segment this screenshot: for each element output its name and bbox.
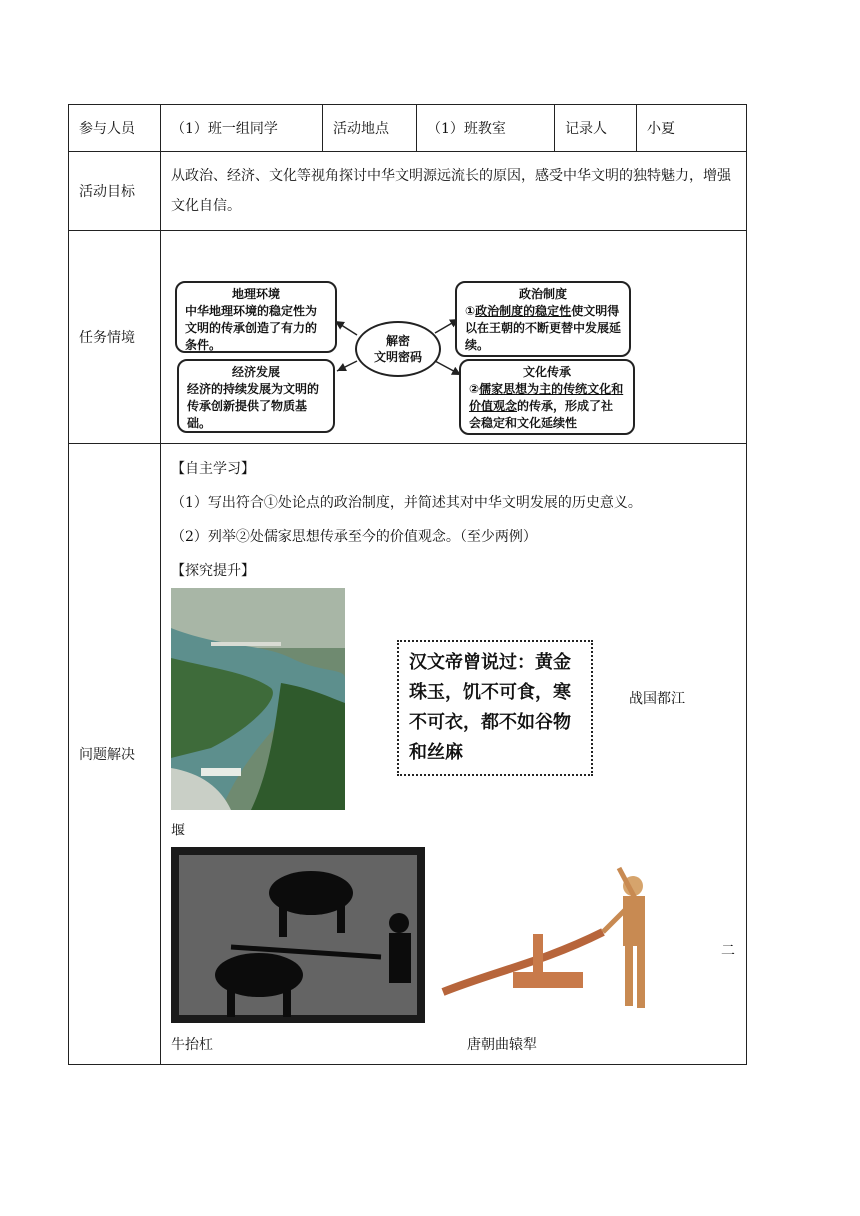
- problem-label: 问题解决: [69, 444, 161, 1065]
- economy-text: 经济的持续发展为文明的传承创新提供了物质基础。: [187, 382, 320, 430]
- economy-box: [177, 359, 335, 433]
- dujiangyan-caption-part2: 堰: [171, 823, 185, 839]
- location-value: （1）班教室: [417, 105, 555, 152]
- politics-marker: ①: [465, 304, 476, 318]
- politics-title: 政治制度: [518, 287, 567, 301]
- economy-title: 经济发展: [231, 365, 280, 379]
- problem-cell: [161, 444, 747, 1065]
- dujiangyan-caption-part1: 战国都江: [629, 691, 685, 707]
- politics-rest: 使文明得以在王朝的不断更替中发展延续。: [465, 304, 622, 352]
- location-label: 活动地点: [323, 105, 417, 152]
- center-line2: 文明密码: [373, 350, 422, 364]
- task-row: [69, 231, 747, 444]
- task-label: 任务情境: [69, 231, 161, 444]
- politics-box: [455, 281, 631, 357]
- civilization-code-diagram: [175, 247, 645, 430]
- geography-text: 中华地理环境的稳定性为文明的传承创造了有力的条件。: [185, 304, 318, 352]
- geography-box: [175, 281, 337, 353]
- plow-caption: 唐朝曲辕犁: [467, 1037, 537, 1053]
- goal-text: 从政治、经济、文化等视角探讨中华文明源远流长的原因，感受中华文明的独特魅力，增强文化自信。: [161, 152, 747, 231]
- culture-box: [459, 359, 635, 435]
- geography-title: 地理环境: [231, 287, 280, 301]
- emperor-quote-box: 汉文帝曾说过：黄金珠玉，饥不可食，寒不可衣，都不如谷物和丝麻: [397, 640, 593, 776]
- oxen-caption: 牛抬杠: [171, 1037, 213, 1053]
- ox-plough-rubbing-image: [171, 847, 425, 1023]
- stray-character: 二: [721, 943, 735, 959]
- politics-underlined: 政治制度的稳定性: [475, 304, 572, 318]
- explore-heading: 【探究提升】: [171, 563, 255, 579]
- culture-title: 文化传承: [522, 365, 571, 379]
- center-ellipse: [355, 321, 441, 377]
- activity-record-table: [68, 104, 747, 1065]
- recorder-label: 记录人: [555, 105, 637, 152]
- info-row: [69, 105, 747, 152]
- question-2: （2）列举②处儒家思想传承至今的价值观念。（至少两例）: [171, 529, 537, 545]
- question-1: （1）写出符合①处论点的政治制度，并简述其对中华文明发展的历史意义。: [171, 495, 642, 511]
- recorder-value: 小夏: [637, 105, 747, 152]
- tang-curved-plough-image: [433, 862, 673, 1032]
- culture-underlined2: 和价值观念: [469, 382, 624, 413]
- participants-value: （1）班一组同学: [161, 105, 323, 152]
- task-cell: [161, 231, 747, 444]
- culture-rest: 的传承，形成了社会稳定和文化延续性: [469, 399, 614, 430]
- culture-marker: ②: [469, 382, 480, 396]
- dujiangyan-photo: [171, 588, 345, 810]
- self-study-heading: 【自主学习】: [171, 461, 255, 477]
- goal-label: 活动目标: [69, 152, 161, 231]
- center-line1: 解密: [385, 334, 410, 348]
- culture-underlined1: 儒家思想为主的传统文化: [479, 382, 612, 396]
- problem-row: [69, 444, 747, 1065]
- goal-row: [69, 152, 747, 231]
- participants-label: 参与人员: [69, 105, 161, 152]
